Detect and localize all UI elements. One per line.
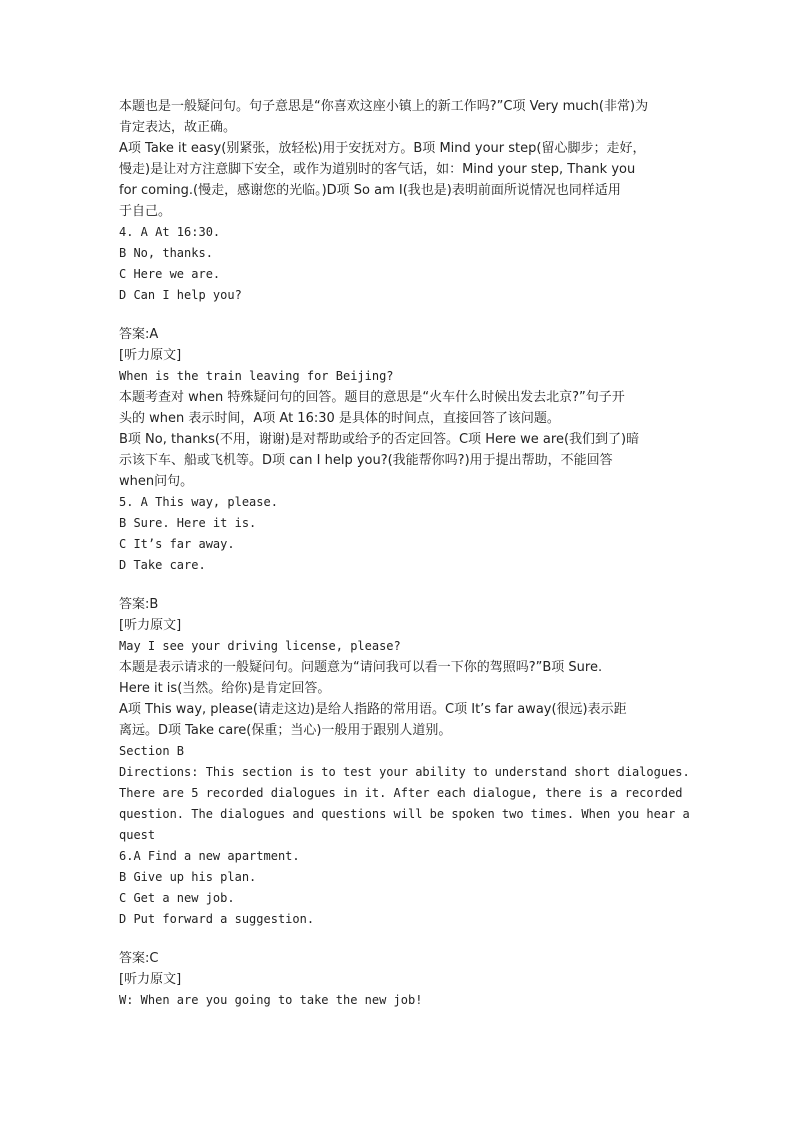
section-title: Section B xyxy=(119,744,185,758)
answer: 答案:B xyxy=(119,597,159,612)
text-line: 本题也是一般疑问句。句子意思是“你喜欢这座小镇上的新工作吗?”C项 Very much(非常)为 xyxy=(119,99,649,114)
text-line: 慢走)是让对方注意脚下安全，或作为道别时的客气话，如：Mind your step, Thank you xyxy=(119,162,636,177)
directions-line: Directions: This section is to test your ability to understand short dialogues. xyxy=(119,765,690,779)
option-d: D Can I help you? xyxy=(119,288,242,302)
transcript-text: W: When are you going to take the new job! xyxy=(119,993,423,1007)
explanation-line: 示该下车、船或飞机等。D项 can I help you?(我能帮你吗?)用于提出帮助，不能回答 xyxy=(119,453,613,468)
explanation-line: A项 This way, please(请走这边)是给人指路的常用语。C项 It’s far away(很远)表示距 xyxy=(119,702,627,717)
option-a: 6.A Find a new apartment. xyxy=(119,849,300,863)
transcript-text: May I see your driving license, please? xyxy=(119,639,401,653)
option-d: D Take care. xyxy=(119,558,206,572)
option-a: 4. A At 16:30. xyxy=(119,225,221,239)
answer: 答案:C xyxy=(119,951,159,966)
option-c: C It’s far away. xyxy=(119,537,235,551)
explanation-line: 本题是表示请求的一般疑问句。问题意为“请问我可以看一下你的驾照吗?”B项 Sure. xyxy=(119,660,603,675)
explanation-line: 头的 when 表示时间，A项 At 16:30 是具体的时间点，直接回答了该问题。 xyxy=(119,411,560,426)
option-c: C Get a new job. xyxy=(119,891,235,905)
option-b: B Give up his plan. xyxy=(119,870,257,884)
text-line: 于自己。 xyxy=(119,204,172,219)
question-6 xyxy=(119,846,699,1011)
explanation-line: 离远。D项 Take care(保重；当心)一般用于跟别人道别。 xyxy=(119,723,452,738)
text-line: A项 Take it easy(别紧张，放轻松)用于安抚对方。B项 Mind your step(留心脚步；走好， xyxy=(119,141,646,156)
question-5 xyxy=(119,492,699,741)
explanation-line: when问句。 xyxy=(119,474,194,489)
option-c: C Here we are. xyxy=(119,267,221,281)
intro-explanation xyxy=(119,96,699,222)
text-line: for coming.(慢走，感谢您的光临。)D项 So am I(我也是)表明前面所说情况也同样适用 xyxy=(119,183,621,198)
explanation-line: 本题考查对 when 特殊疑问句的回答。题目的意思是“火车什么时候出发去北京?”句子开 xyxy=(119,390,625,405)
transcript-label: [听力原文] xyxy=(119,972,182,987)
section-b xyxy=(119,741,699,846)
explanation-line: Here it is(当然。给你)是肯定回答。 xyxy=(119,681,331,696)
option-a: 5. A This way, please. xyxy=(119,495,278,509)
question-4 xyxy=(119,222,699,492)
directions-line: There are 5 recorded dialogues in it. After each dialogue, there is a recorded xyxy=(119,786,683,800)
explanation-line: B项 No, thanks(不用，谢谢)是对帮助或给予的否定回答。C项 Here we are(我们到了)暗 xyxy=(119,432,640,447)
document-page xyxy=(119,96,699,1011)
transcript-label: [听力原文] xyxy=(119,618,182,633)
option-b: B Sure. Here it is. xyxy=(119,516,257,530)
option-b: B No, thanks. xyxy=(119,246,213,260)
text-line: 肯定表达，故正确。 xyxy=(119,120,237,135)
directions-line: question. The dialogues and questions will be spoken two times. When you hear a xyxy=(119,807,690,821)
option-d: D Put forward a suggestion. xyxy=(119,912,315,926)
answer: 答案:A xyxy=(119,327,159,342)
transcript-text: When is the train leaving for Beijing? xyxy=(119,369,394,383)
transcript-label: [听力原文] xyxy=(119,348,182,363)
directions-line: quest xyxy=(119,828,156,842)
